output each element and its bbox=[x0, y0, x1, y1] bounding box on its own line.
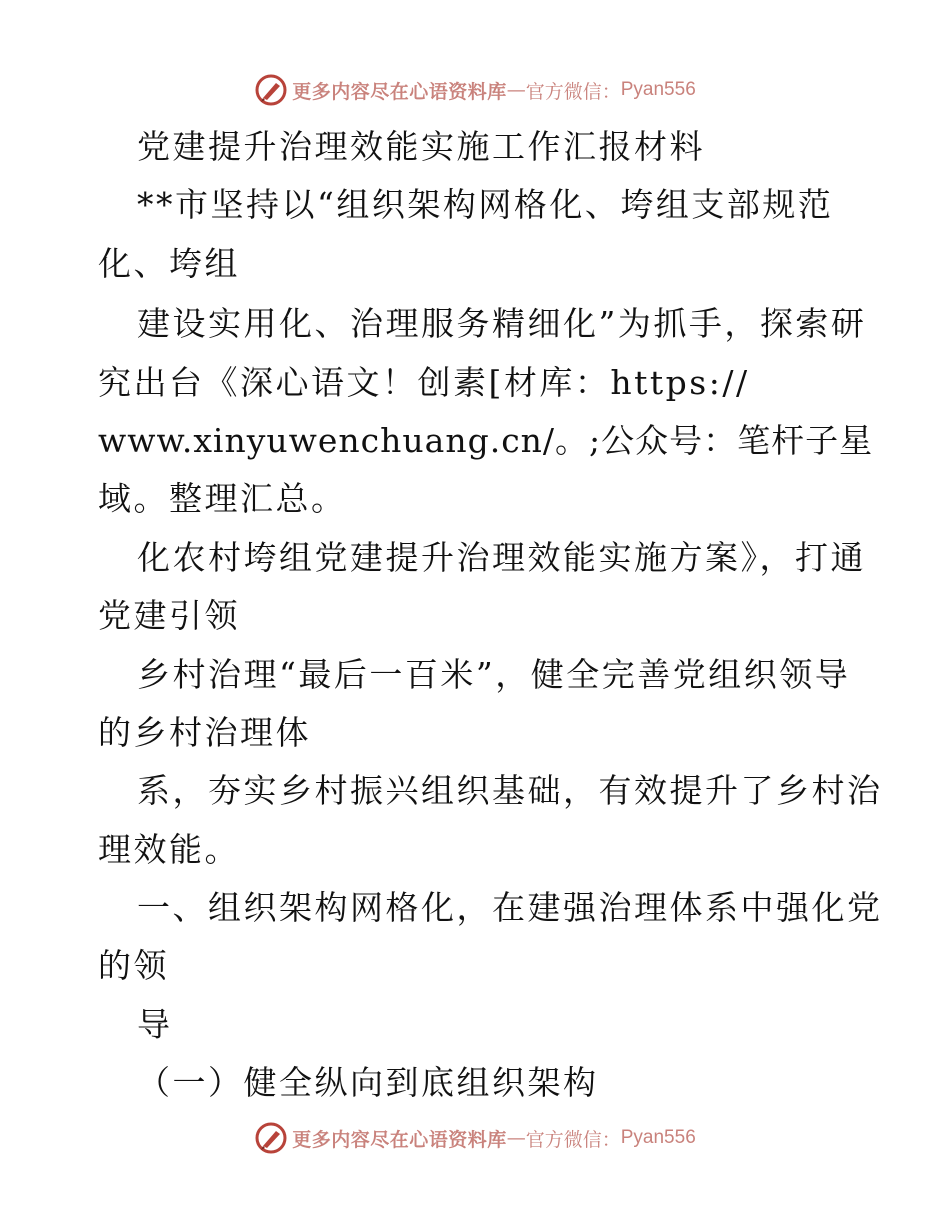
header-banner bbox=[0, 70, 950, 110]
paragraph-line: 系，夯实乡村振兴组织基础，有效提升了乡村治 bbox=[137, 771, 883, 810]
pen-logo-icon bbox=[254, 1121, 288, 1155]
paragraph-line: 理效能。 bbox=[98, 830, 240, 869]
paragraph-line: 党建引领 bbox=[98, 596, 240, 635]
paragraph-line: 究出台《深心语文！创素[材库：https:// bbox=[98, 363, 750, 402]
paragraph-line: www.xinyuwenchuang.cn/。;公众号：笔杆子星 bbox=[98, 421, 874, 460]
banner-wechat-id: Pyan556 bbox=[620, 1127, 696, 1148]
doc-title: 党建提升治理效能实施工作汇报材料 bbox=[137, 127, 705, 166]
banner-title: 更多内容尽在心语资料库 bbox=[292, 1128, 507, 1151]
paragraph-line: 的乡村治理体 bbox=[98, 713, 311, 752]
paragraph-line: 化农村垮组党建提升治理效能实施方案》，打通 bbox=[137, 538, 866, 577]
pen-logo-icon bbox=[254, 73, 288, 107]
banner-dash: — bbox=[506, 1127, 526, 1149]
section-heading: 导 bbox=[137, 1005, 173, 1044]
paragraph-line: 域。整理汇总。 bbox=[98, 479, 347, 518]
section-heading: 的领 bbox=[98, 946, 169, 985]
section-heading: 一、组织架构网格化，在建强治理体系中强化党 bbox=[137, 888, 883, 927]
subsection-heading: （一）健全纵向到底组织架构 bbox=[137, 1063, 599, 1102]
paragraph-line: 建设实用化、治理服务精细化”为抓手，探索研 bbox=[137, 304, 867, 343]
footer-banner bbox=[0, 1118, 950, 1158]
banner-title: 更多内容尽在心语资料库 bbox=[292, 80, 507, 103]
paragraph-line: 乡村治理“最后一百米”，健全完善党组织领导 bbox=[137, 655, 851, 694]
banner-wechat-label: 官方微信： bbox=[525, 1128, 621, 1151]
paragraph-line: 化、垮组 bbox=[98, 244, 240, 283]
paragraph-line: **市坚持以“组织架构网格化、垮组支部规范 bbox=[137, 185, 834, 224]
banner-wechat-id: Pyan556 bbox=[620, 79, 696, 100]
banner-wechat-label: 官方微信： bbox=[525, 80, 621, 103]
banner-dash: — bbox=[506, 79, 526, 101]
